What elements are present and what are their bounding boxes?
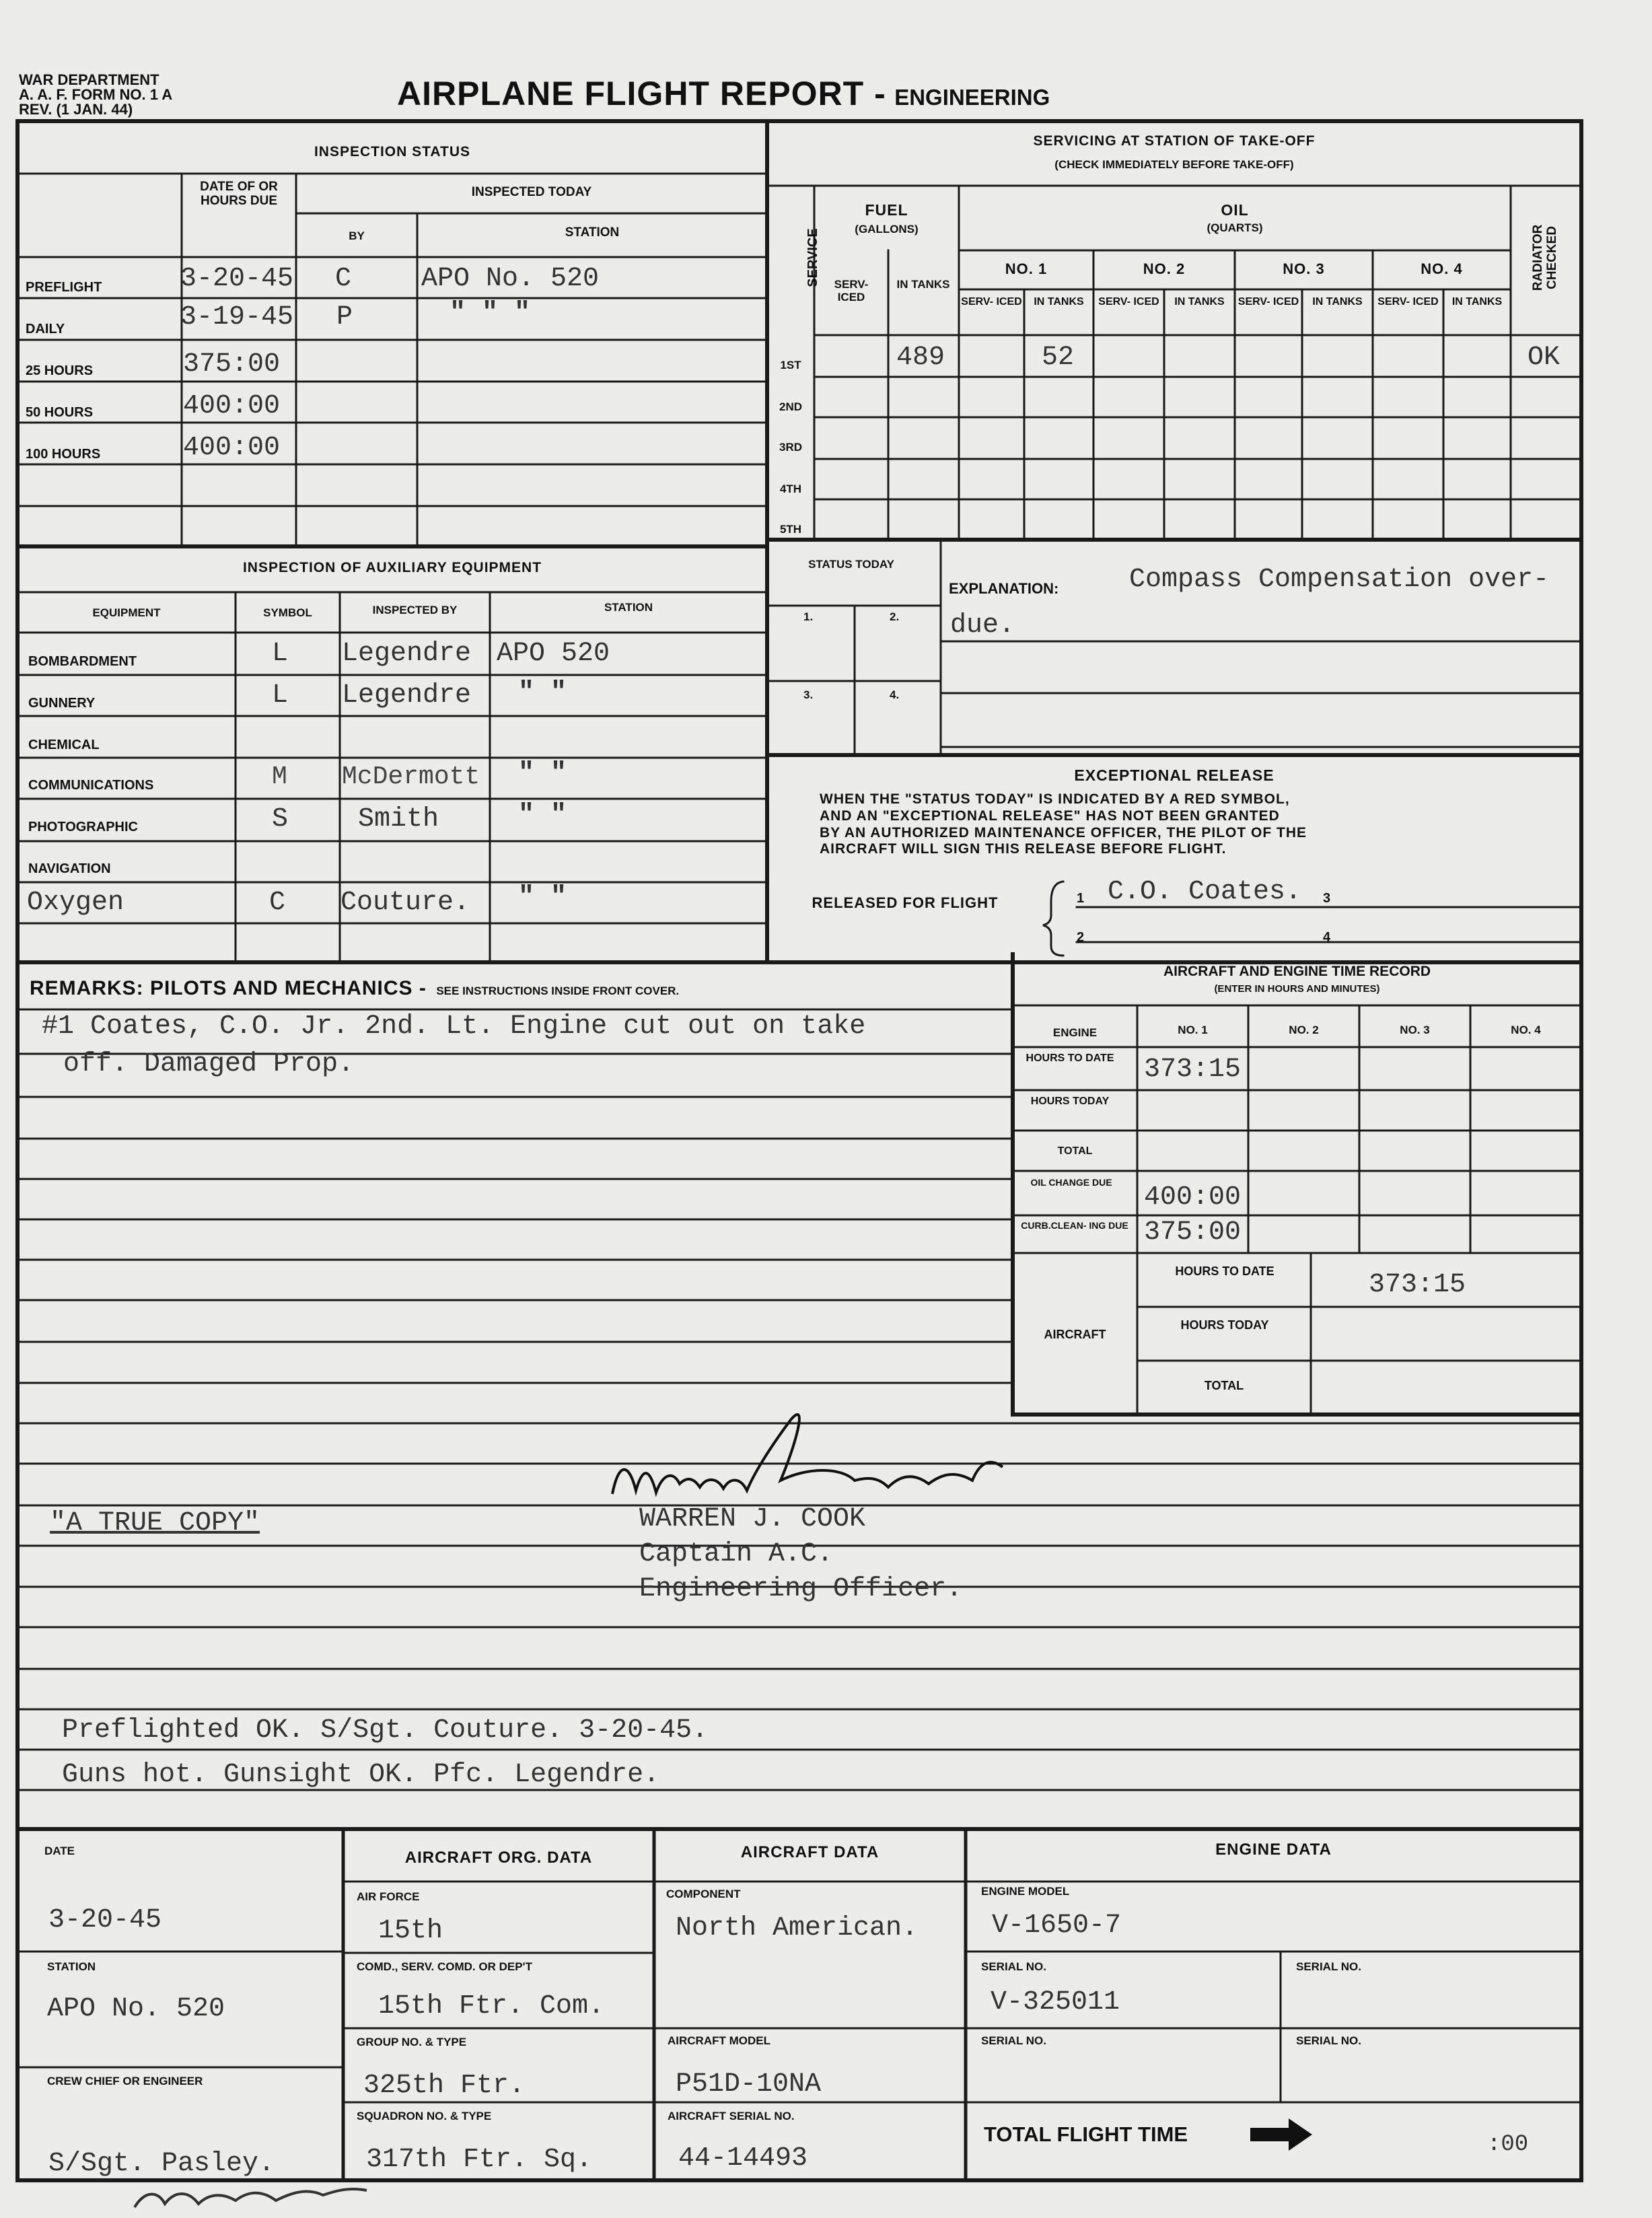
- inspection-status-heading: INSPECTION STATUS: [314, 144, 471, 159]
- command-value: 15th Ftr. Com.: [378, 1991, 605, 2022]
- remarks-line-2: off. Damaged Prop.: [63, 1049, 355, 1079]
- group-label: GROUP NO. & TYPE: [357, 2036, 467, 2048]
- status-cell-3: 3.: [803, 688, 814, 701]
- engine1-cleaning-due: 375:00: [1144, 1217, 1242, 1248]
- oil1-in-tanks-label: IN TANKS: [1034, 296, 1084, 308]
- officer-signature: [626, 1427, 942, 1476]
- aux-equipment-bombardment: BOMBARDMENT: [28, 654, 137, 669]
- aux-station-gunnery: " ": [518, 678, 567, 708]
- aux-by-bombardment: Legendre: [342, 639, 472, 669]
- engine-serial-label-1: SERIAL NO.: [981, 1960, 1046, 1973]
- row-label-25-hours: 25 HOURS: [26, 363, 94, 378]
- release-text-line-4: AIRCRAFT WILL SIGN THIS RELEASE BEFORE FLIGHT.: [820, 841, 1227, 857]
- preflight-remark: Preflighted OK. S/Sgt. Couture. 3-20-45.: [62, 1715, 709, 1746]
- aux-by-oxygen: Couture.: [340, 888, 470, 918]
- fuel-units: (GALLONS): [855, 223, 919, 236]
- dept-line-2: A. A. F. FORM NO. 1 A: [19, 86, 173, 103]
- due-preflight: 3-20-45: [180, 264, 294, 294]
- aux-equipment-photographic: PHOTOGRAPHIC: [28, 820, 138, 834]
- aux-col-symbol: SYMBOL: [263, 606, 312, 619]
- page-title: [397, 74, 1050, 113]
- row-label-daily: DAILY: [26, 322, 65, 336]
- aux-col-station: STATION: [604, 601, 653, 614]
- station-preflight: APO No. 520: [421, 264, 600, 294]
- service-row-4th: 4TH: [779, 482, 802, 495]
- component-label: COMPONENT: [666, 1888, 741, 1900]
- remarks-heading-main: REMARKS: PILOTS AND MECHANICS -: [30, 977, 427, 999]
- service-row-5th: 5TH: [779, 523, 802, 536]
- aux-heading: INSPECTION OF AUXILIARY EQUIPMENT: [242, 560, 542, 575]
- aircraft-row-hours-today: HOURS TODAY: [1180, 1318, 1269, 1332]
- time-col-engine-1: NO. 1: [1178, 1024, 1208, 1036]
- release-num-1: 1: [1077, 891, 1085, 906]
- aux-station-bombardment: APO 520: [497, 639, 610, 669]
- fuel-label: FUEL: [865, 201, 908, 219]
- aux-station-communications: " ": [518, 758, 567, 789]
- time-col-engine-4: NO. 4: [1511, 1024, 1541, 1036]
- officer-name: WARREN J. COOK: [639, 1504, 866, 1534]
- explanation-line-1: Compass Compensation over-: [1129, 565, 1550, 595]
- engine-data-heading: ENGINE DATA: [1215, 1840, 1332, 1859]
- service-row-2nd: 2ND: [779, 400, 802, 413]
- row-label-100-hours: 100 HOURS: [26, 447, 101, 462]
- col-by: BY: [349, 229, 365, 242]
- true-copy-stamp: "A TRUE COPY": [50, 1508, 260, 1538]
- engine-serial-label-3: SERIAL NO.: [981, 2034, 1046, 2047]
- engine-model-value: V-1650-7: [992, 1910, 1122, 1941]
- time-row-total: TOTAL: [1057, 1145, 1093, 1157]
- row-label-preflight: PREFLIGHT: [26, 280, 102, 295]
- time-row-cleaning: CURB.CLEAN- ING DUE: [1021, 1220, 1128, 1231]
- status-today-heading: STATUS TODAY: [808, 558, 894, 571]
- explanation-line-2: due.: [950, 610, 1015, 641]
- row-label-50-hours: 50 HOURS: [26, 405, 94, 420]
- aux-by-communications: McDermott: [342, 762, 480, 791]
- aircraft-time-label: AIRCRAFT: [1044, 1328, 1106, 1341]
- aux-equipment-communications: COMMUNICATIONS: [28, 778, 154, 793]
- oil-tank-3: NO. 3: [1283, 260, 1325, 277]
- officer-title: Engineering Officer.: [639, 1574, 963, 1604]
- engine-model-label: ENGINE MODEL: [981, 1885, 1070, 1898]
- remarks-line-1: #1 Coates, C.O. Jr. 2nd. Lt. Engine cut out on take: [42, 1011, 866, 1042]
- release-text-line-1: WHEN THE "STATUS TODAY" IS INDICATED BY A RED SYMBOL,: [820, 791, 1290, 807]
- aircraft-row-hours-to-date: HOURS TO DATE: [1175, 1264, 1274, 1278]
- due-25-hours: 375:00: [183, 349, 281, 380]
- officer-rank: Captain A.C.: [639, 1539, 834, 1569]
- engine-serial-label-2: SERIAL NO.: [1296, 1960, 1361, 1973]
- station-label: STATION: [47, 1960, 96, 1973]
- servicing-subheading: (CHECK IMMEDIATELY BEFORE TAKE-OFF): [1054, 158, 1294, 171]
- by-preflight: C: [335, 264, 352, 294]
- aux-symbol-oxygen: C: [269, 888, 286, 918]
- servicing-heading: SERVICING AT STATION OF TAKE-OFF: [1033, 133, 1316, 149]
- oil3-serviced-label: SERV- ICED: [1237, 296, 1299, 308]
- oil4-in-tanks-label: IN TANKS: [1451, 296, 1503, 308]
- exceptional-release-heading: EXCEPTIONAL RELEASE: [1074, 766, 1274, 784]
- time-row-hours-to-date: HOURS TO DATE: [1026, 1052, 1114, 1064]
- oil-tank-1: NO. 1: [1005, 260, 1048, 277]
- aircraft-model-value: P51D-10NA: [676, 2069, 822, 2100]
- radiator-checked-label: RADIATOR CHECKED: [1531, 224, 1559, 291]
- oil-tank-2: NO. 2: [1143, 260, 1186, 277]
- aircraft-row-total: TOTAL: [1204, 1379, 1244, 1392]
- time-col-engine: ENGINE: [1052, 1026, 1098, 1039]
- oil1-serviced-label: SERV- ICED: [961, 296, 1022, 308]
- col-inspected-today: INSPECTED TODAY: [471, 185, 592, 199]
- station-daily: " " ": [450, 298, 531, 328]
- squadron-label: SQUADRON NO. & TYPE: [357, 2110, 492, 2122]
- squadron-value: 317th Ftr. Sq.: [366, 2145, 593, 2175]
- page-title-suffix: ENGINEERING: [894, 85, 1050, 110]
- date-value: 3-20-45: [48, 1905, 162, 1935]
- aircraft-hours-to-date: 373:15: [1369, 1270, 1466, 1300]
- engine-serial-value: V-325011: [991, 1987, 1120, 2017]
- oil-tank-4: NO. 4: [1421, 260, 1463, 277]
- aux-equipment-navigation: NAVIGATION: [28, 861, 111, 876]
- aux-station-photographic: " ": [518, 800, 567, 830]
- aux-symbol-bombardment: L: [272, 639, 289, 669]
- crew-chief-value: S/Sgt. Pasley.: [48, 2149, 275, 2179]
- air-force-value: 15th: [378, 1916, 443, 1946]
- time-col-engine-3: NO. 3: [1400, 1024, 1430, 1036]
- oil3-in-tanks-label: IN TANKS: [1312, 296, 1363, 308]
- oil1-in-tanks-1st: 52: [1042, 343, 1075, 373]
- aux-equipment-oxygen: Oxygen: [27, 888, 124, 918]
- aux-by-gunnery: Legendre: [342, 680, 472, 711]
- oil2-in-tanks-label: IN TANKS: [1174, 296, 1225, 308]
- time-row-oil-change: OIL CHANGE DUE: [1030, 1177, 1112, 1188]
- fuel-in-tanks-label: IN TANKS: [896, 278, 950, 291]
- by-daily: P: [336, 302, 353, 332]
- status-cell-4: 4.: [890, 688, 900, 701]
- engine-serial-label-4: SERIAL NO.: [1296, 2034, 1361, 2047]
- crew-chief-label: CREW CHIEF OR ENGINEER: [47, 2075, 203, 2087]
- aux-symbol-gunnery: L: [272, 680, 289, 711]
- oil4-serviced-label: SERV- ICED: [1377, 296, 1439, 308]
- due-100-hours: 400:00: [183, 433, 281, 463]
- time-record-subheading: (ENTER IN HOURS AND MINUTES): [1214, 983, 1380, 995]
- aircraft-model-label: AIRCRAFT MODEL: [668, 2034, 770, 2047]
- station-value: APO No. 520: [47, 1994, 225, 2024]
- remarks-heading-note: SEE INSTRUCTIONS INSIDE FRONT COVER.: [436, 985, 680, 997]
- guns-remark: Guns hot. Gunsight OK. Pfc. Legendre.: [62, 1760, 660, 1790]
- release-num-3: 3: [1323, 891, 1331, 906]
- component-value: North American.: [676, 1913, 919, 1943]
- time-record-heading: AIRCRAFT AND ENGINE TIME RECORD: [1163, 964, 1431, 979]
- org-data-heading: AIRCRAFT ORG. DATA: [404, 1849, 593, 1867]
- release-num-4: 4: [1323, 930, 1331, 945]
- fuel-in-tanks-1st: 489: [896, 343, 945, 373]
- air-force-label: AIR FORCE: [357, 1890, 420, 1903]
- aux-col-equipment: EQUIPMENT: [92, 606, 161, 619]
- aux-station-oxygen: " ": [518, 882, 567, 913]
- release-text-line-3: BY AN AUTHORIZED MAINTENANCE OFFICER, THE PILOT OF THE: [820, 824, 1307, 840]
- page-title-main: AIRPLANE FLIGHT REPORT -: [397, 75, 886, 112]
- due-daily: 3-19-45: [180, 302, 294, 332]
- service-column-label: SERVICE: [805, 228, 820, 287]
- oil-label: OIL: [1221, 201, 1249, 219]
- form-identifier: [19, 73, 172, 117]
- engine1-oil-change-due: 400:00: [1144, 1182, 1242, 1213]
- service-row-1st: 1ST: [780, 359, 801, 371]
- footer-signature: [135, 2187, 243, 2218]
- aux-by-photographic: Smith: [358, 804, 439, 834]
- status-cell-2: 2.: [890, 610, 900, 623]
- date-label: DATE: [44, 1845, 75, 1857]
- release-text-line-2: AND AN "EXCEPTIONAL RELEASE" HAS NOT BEEN GRANTED: [820, 808, 1280, 824]
- aux-equipment-gunnery: GUNNERY: [28, 696, 96, 711]
- oil-units: (QUARTS): [1207, 221, 1263, 234]
- aux-symbol-photographic: S: [272, 804, 289, 834]
- arrow-right-icon: [1250, 2118, 1312, 2151]
- aux-col-inspected-by: INSPECTED BY: [372, 604, 458, 616]
- dept-line-1: WAR DEPARTMENT: [19, 71, 159, 88]
- explanation-label: EXPLANATION:: [949, 580, 1059, 597]
- radiator-checked-1st: OK: [1528, 343, 1560, 373]
- aux-equipment-chemical: CHEMICAL: [28, 738, 100, 752]
- fuel-serviced-label: SERV- ICED: [834, 278, 869, 303]
- service-row-3rd: 3RD: [779, 441, 802, 454]
- aircraft-data-heading: AIRCRAFT DATA: [740, 1843, 879, 1861]
- total-flight-time-label: TOTAL FLIGHT TIME: [984, 2122, 1188, 2146]
- dept-line-3: REV. (1 JAN. 44): [19, 101, 133, 118]
- total-flight-time-value: :00: [1487, 2132, 1529, 2157]
- released-for-flight-label: RELEASED FOR FLIGHT: [812, 894, 999, 911]
- exceptional-release-text: [820, 791, 1533, 858]
- aircraft-serial-value: 44-14493: [678, 2143, 808, 2174]
- col-station: STATION: [565, 225, 620, 240]
- release-num-2: 2: [1077, 930, 1085, 945]
- due-50-hours: 400:00: [183, 391, 281, 421]
- oil2-serviced-label: SERV- ICED: [1098, 296, 1159, 308]
- group-value: 325th Ftr.: [363, 2071, 526, 2101]
- aux-symbol-communications: M: [272, 762, 287, 791]
- time-col-engine-2: NO. 2: [1289, 1024, 1319, 1036]
- engine1-hours-to-date: 373:15: [1144, 1054, 1242, 1085]
- aircraft-serial-label: AIRCRAFT SERIAL NO.: [668, 2110, 795, 2122]
- col-date-due: DATE OF OR HOURS DUE: [200, 180, 278, 208]
- status-cell-1: 1.: [803, 610, 814, 623]
- release-signer: C.O. Coates.: [1108, 877, 1302, 907]
- command-label: COMD., SERV. COMD. OR DEP'T: [357, 1960, 532, 1973]
- remarks-heading: [30, 977, 679, 1000]
- time-row-hours-today: HOURS TODAY: [1030, 1096, 1110, 1107]
